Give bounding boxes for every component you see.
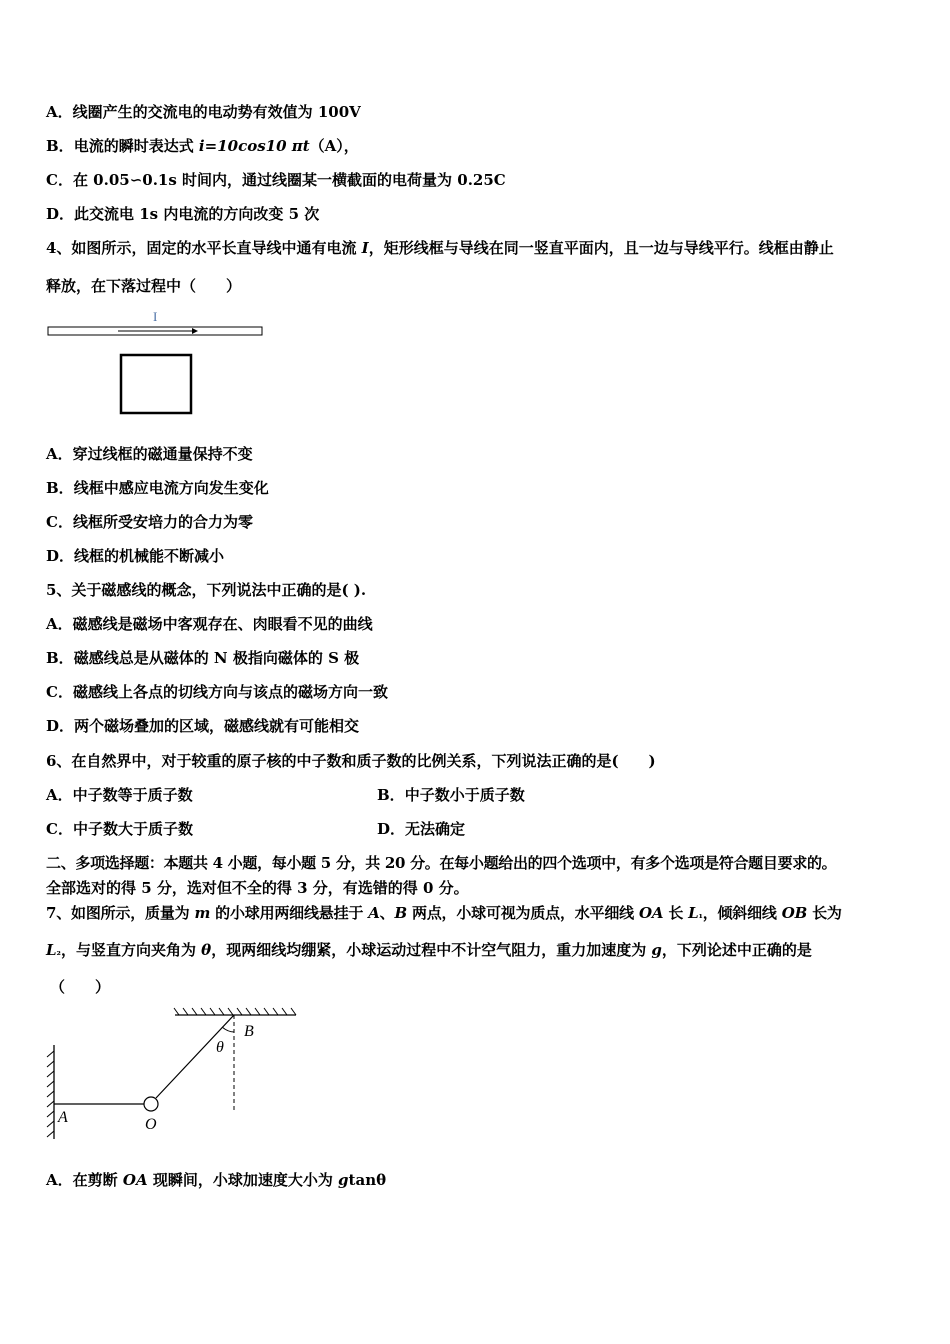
q4-option-c: C．线框所受安培力的合力为零 xyxy=(46,513,253,531)
q7-pendulum-figure xyxy=(44,1005,304,1145)
q4-option-a: A．穿过线框的磁通量保持不变 xyxy=(46,445,253,463)
q5-option-c: C．磁感线上各点的切线方向与该点的磁场方向一致 xyxy=(46,683,388,701)
q5-option-b: B．磁感线总是从磁体的 N 极指向磁体的 S 极 xyxy=(46,649,360,667)
q4-option-b: B．线框中感应电流方向发生变化 xyxy=(46,479,269,497)
q6-option-b: B．中子数小于质子数 xyxy=(377,786,525,804)
section2-line1: 二、多项选择题：本题共 4 小题，每小题 5 分，共 20 分。在每小题给出的四个选项中，有多个选项是符合题目要求的。 xyxy=(46,854,837,872)
q3-option-a: A．线圈产生的交流电的电动势有效值为 100V xyxy=(46,103,361,121)
section2-line2: 全部选对的得 5 分，选对但不全的得 3 分，有选错的得 0 分。 xyxy=(46,879,469,897)
label-a: A xyxy=(58,1109,68,1126)
q7-option-a: A．在剪断 OA 现瞬间，小球加速度大小为 gtanθ xyxy=(46,1171,387,1189)
current-label: I xyxy=(153,309,158,324)
q5-option-d: D．两个磁场叠加的区域，磁感线就有可能相交 xyxy=(46,717,360,735)
q6-stem: 6、在自然界中，对于较重的原子核的中子数和质子数的比例关系，下列说法正确的是( ) xyxy=(46,752,656,770)
q3-option-b: B．电流的瞬时表达式 i=10cos10 πt（A）， xyxy=(46,137,359,155)
q6-option-a: A．中子数等于质子数 xyxy=(46,786,193,804)
q6-option-c: C．中子数大于质子数 xyxy=(46,820,193,838)
ceiling-hatching xyxy=(174,1008,296,1015)
q4-wire-frame-figure xyxy=(46,306,266,418)
q7-stem-line2: L₂，与竖直方向夹角为 θ，现两细线均绷紧，小球运动过程中不计空气阻力，重力加速度为 g，下列论述中正确的是 xyxy=(46,941,812,959)
q3-option-d: D．此交流电 1s 内电流的方向改变 5 次 xyxy=(46,205,320,223)
label-b: B xyxy=(244,1023,254,1040)
q4-option-d: D．线框的机械能不断减小 xyxy=(46,547,225,565)
ball xyxy=(144,1097,158,1111)
q7-stem-line1: 7、如图所示，质量为 m 的小球用两细线悬挂于 A、B 两点，小球可视为质点，水平细线 OA 长 L₁，倾斜细线 OB 长为 xyxy=(46,904,842,922)
q3-option-c: C．在 0.05∽0.1s 时间内，通过线圈某一横截面的电荷量为 0.25C xyxy=(46,171,506,189)
angle-arc xyxy=(222,1027,234,1032)
q5-stem: 5、关于磁感线的概念，下列说法中正确的是( ). xyxy=(46,581,367,599)
label-theta: θ xyxy=(216,1039,224,1056)
q6-option-d: D．无法确定 xyxy=(377,820,466,838)
q4-stem-line2: 释放，在下落过程中（ ） xyxy=(46,277,242,295)
q4-stem-line1: 4、如图所示，固定的水平长直导线中通有电流 I，矩形线框与导线在同一竖直平面内，且一边与导线平行。线框由静止 xyxy=(46,239,834,257)
q5-option-a: A．磁感线是磁场中客观存在、肉眼看不见的曲线 xyxy=(46,615,373,633)
current-arrowhead xyxy=(192,328,198,334)
q7-answer-blank: （ ） xyxy=(50,978,111,996)
wall-hatching xyxy=(47,1051,54,1137)
rectangular-frame xyxy=(121,355,191,413)
label-o: O xyxy=(145,1116,157,1133)
